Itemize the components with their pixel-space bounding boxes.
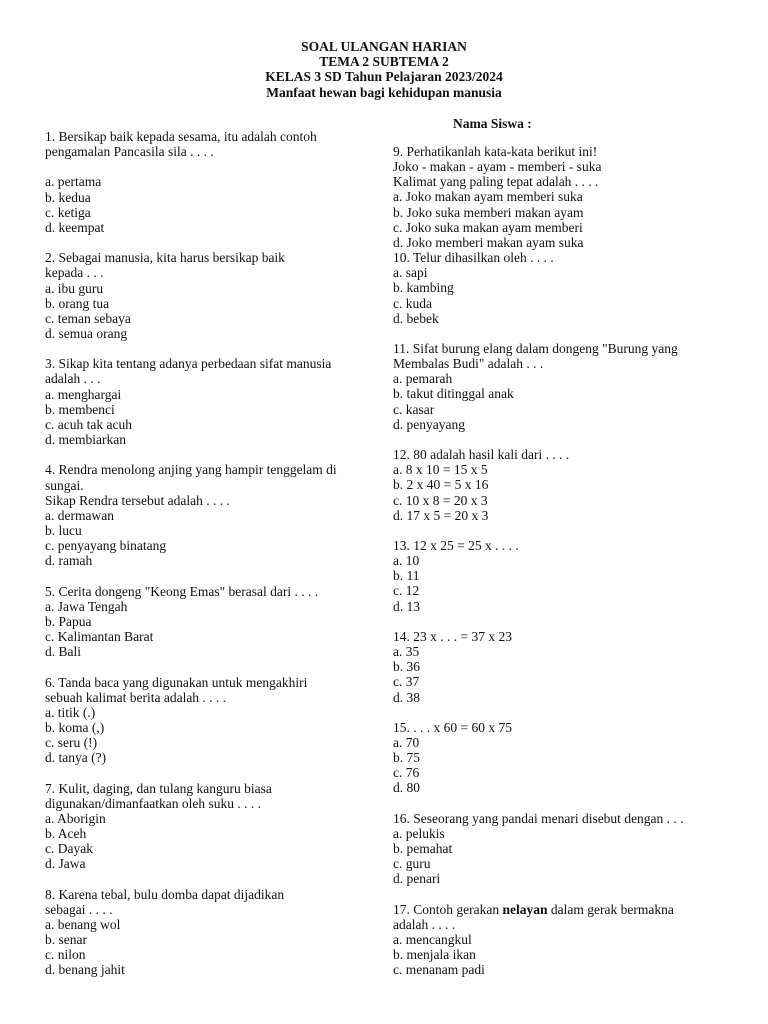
answer-option: c. 10 x 8 = 20 x 3 bbox=[393, 492, 488, 508]
question-text-continued: pengamalan Pancasila sila . . . . bbox=[45, 144, 214, 160]
question-text: 12. 80 adalah hasil kali dari . . . . bbox=[393, 447, 570, 463]
answer-option: d. 38 bbox=[393, 689, 420, 705]
answer-option: b. Joko suka memberi makan ayam bbox=[393, 204, 584, 220]
question-block bbox=[45, 250, 375, 356]
spacer bbox=[45, 341, 375, 356]
answer-option: d. semua orang bbox=[45, 326, 128, 341]
student-name-label: Nama Siswa : bbox=[453, 116, 532, 131]
question-block bbox=[393, 538, 733, 629]
question-block bbox=[393, 250, 733, 341]
answer-option: c. 37 bbox=[393, 674, 420, 690]
question-text: 9. Perhatikanlah kata-kata berikut ini! bbox=[393, 144, 598, 159]
answer-option: c. Dayak bbox=[45, 841, 93, 857]
question-text: 2. Sebagai manusia, kita harus bersikap baik bbox=[45, 250, 285, 266]
question-block bbox=[393, 902, 733, 978]
spacer bbox=[45, 659, 375, 674]
answer-option: d. membiarkan bbox=[45, 432, 126, 448]
answer-option: c. menanam padi bbox=[393, 962, 485, 978]
header-topic: Manfaat hewan bagi kehidupan manusia bbox=[266, 84, 502, 100]
answer-option: d. bebek bbox=[393, 310, 439, 326]
answer-option: a. ibu guru bbox=[45, 280, 104, 296]
answer-option: a. pemarah bbox=[393, 371, 453, 387]
answer-option: b. kambing bbox=[393, 280, 454, 296]
spacer bbox=[45, 159, 375, 174]
question-block bbox=[45, 887, 375, 978]
question-text: 1. Bersikap baik kepada sesama, itu adalah contoh bbox=[45, 129, 317, 144]
spacer bbox=[45, 568, 375, 583]
answer-option: a. 8 x 10 = 15 x 5 bbox=[393, 462, 488, 478]
answer-option: d. ramah bbox=[45, 553, 93, 569]
answer-option: d. 17 x 5 = 20 x 3 bbox=[393, 507, 489, 523]
answer-option: c. seru (!) bbox=[45, 735, 98, 751]
question-block bbox=[393, 720, 733, 811]
answer-option: b. senar bbox=[45, 932, 87, 948]
spacer bbox=[45, 765, 375, 780]
answer-option: a. Jawa Tengah bbox=[45, 598, 128, 614]
question-block bbox=[45, 675, 375, 781]
question-block bbox=[45, 781, 375, 887]
question-block bbox=[393, 144, 733, 250]
answer-option: d. tanya (?) bbox=[45, 750, 107, 766]
answer-option: b. takut ditinggal anak bbox=[393, 386, 514, 402]
question-text: 11. Sifat burung elang dalam dongeng "Burung yang bbox=[393, 341, 678, 357]
spacer bbox=[45, 872, 375, 887]
answer-option: b. lucu bbox=[45, 523, 82, 538]
question-text: 15. . . . x 60 = 60 x 75 bbox=[393, 719, 512, 735]
answer-option: a. Aborigin bbox=[45, 810, 106, 826]
question-text-continued: digunakan/dimanfaatkan oleh suku . . . . bbox=[45, 795, 261, 811]
answer-option: a. 35 bbox=[393, 644, 420, 660]
question-text: 8. Karena tebal, bulu domba dapat dijadikan bbox=[45, 886, 285, 902]
answer-option: d. Jawa bbox=[45, 856, 86, 872]
answer-option: c. acuh tak acuh bbox=[45, 416, 132, 432]
spacer bbox=[393, 326, 733, 341]
answer-option: b. 75 bbox=[393, 750, 420, 766]
answer-option: a. 70 bbox=[393, 735, 420, 751]
question-text: 7. Kulit, daging, dan tulang kanguru biasa bbox=[45, 780, 272, 796]
answer-option: b. membenci bbox=[45, 401, 115, 417]
question-text-continued: sungai. bbox=[45, 477, 84, 493]
answer-option: d. 80 bbox=[393, 780, 420, 796]
answer-option: a. dermawan bbox=[45, 507, 114, 523]
answer-option: b. menjala ikan bbox=[393, 947, 476, 963]
question-block bbox=[45, 356, 375, 462]
question-text-continued: adalah . . . bbox=[45, 371, 101, 387]
answer-option: c. penyayang binatang bbox=[45, 538, 167, 554]
answer-option: d. Bali bbox=[45, 644, 81, 660]
answer-option: d. keempat bbox=[45, 219, 105, 235]
header-title: SOAL ULANGAN HARIAN bbox=[301, 39, 467, 54]
question-text-continued: Kalimat yang paling tepat adalah . . . . bbox=[393, 174, 599, 190]
answer-option: b. 36 bbox=[393, 659, 420, 675]
answer-option: a. Joko makan ayam memberi suka bbox=[393, 189, 583, 205]
question-text: 4. Rendra menolong anjing yang hampir tenggelam di bbox=[45, 462, 337, 478]
answer-option: b. koma (,) bbox=[45, 720, 105, 735]
question-text: 5. Cerita dongeng "Keong Emas" berasal dari . . . . bbox=[45, 583, 319, 599]
answer-option: b. Papua bbox=[45, 613, 92, 629]
answer-option: c. kuda bbox=[393, 295, 432, 311]
question-text-continued: sebagai . . . . bbox=[45, 901, 113, 917]
question-block bbox=[393, 447, 733, 538]
answer-option: d. Joko memberi makan ayam suka bbox=[393, 234, 584, 250]
answer-option: b. pemahat bbox=[393, 841, 453, 857]
question-text: 6. Tanda baca yang digunakan untuk mengakhiri bbox=[45, 674, 308, 690]
right-question-column bbox=[393, 144, 733, 977]
header-class-year: KELAS 3 SD Tahun Pelajaran 2023/2024 bbox=[265, 69, 503, 85]
answer-option: d. benang jahit bbox=[45, 962, 125, 978]
answer-option: c. kasar bbox=[393, 401, 435, 417]
spacer bbox=[393, 887, 733, 902]
answer-option: a. sapi bbox=[393, 265, 428, 281]
answer-option: b. kedua bbox=[45, 189, 91, 205]
question-block bbox=[45, 584, 375, 675]
document-header bbox=[0, 39, 768, 100]
answer-option: c. Joko suka makan ayam memberi bbox=[393, 219, 583, 235]
answer-option: a. benang wol bbox=[45, 917, 121, 932]
answer-option: a. mencangkul bbox=[393, 932, 472, 948]
question-block bbox=[45, 462, 375, 583]
question-text-continued: Joko - makan - ayam - memberi - suka bbox=[393, 159, 602, 175]
answer-option: d. 13 bbox=[393, 598, 420, 614]
answer-option: a. menghargai bbox=[45, 386, 122, 402]
question-text-continued: sebuah kalimat berita adalah . . . . bbox=[45, 689, 227, 705]
question-text: 16. Seseorang yang pandai menari disebut dengan . . . bbox=[393, 810, 684, 826]
answer-option: c. Kalimantan Barat bbox=[45, 629, 154, 645]
answer-option: b. 11 bbox=[393, 568, 420, 584]
spacer bbox=[45, 235, 375, 250]
question-text: 3. Sikap kita tentang adanya perbedaan sifat manusia bbox=[45, 356, 332, 372]
answer-option: d. penari bbox=[393, 871, 441, 887]
spacer bbox=[393, 796, 733, 811]
answer-option: b. orang tua bbox=[45, 295, 110, 311]
spacer bbox=[393, 614, 733, 629]
answer-option: c. 76 bbox=[393, 765, 420, 781]
question-text: 10. Telur dihasilkan oleh . . . . bbox=[393, 250, 554, 266]
spacer bbox=[393, 432, 733, 447]
question-block bbox=[393, 629, 733, 720]
answer-option: c. nilon bbox=[45, 947, 86, 963]
answer-option: a. 10 bbox=[393, 553, 420, 569]
answer-option: c. 12 bbox=[393, 583, 420, 599]
question-text-continued: kepada . . . bbox=[45, 265, 104, 281]
answer-option: c. ketiga bbox=[45, 204, 91, 220]
left-question-column bbox=[45, 129, 375, 978]
spacer bbox=[393, 705, 733, 720]
question-text-continued: Sikap Rendra tersebut adalah . . . . bbox=[45, 492, 230, 508]
spacer bbox=[45, 447, 375, 462]
question-text-part: dalam gerak bermakna bbox=[547, 901, 674, 917]
answer-option: d. penyayang bbox=[393, 416, 465, 432]
question-text: 13. 12 x 25 = 25 x . . . . bbox=[393, 538, 519, 554]
question-text bbox=[393, 902, 733, 917]
question-text-part: 17. Contoh gerakan bbox=[393, 901, 503, 917]
header-theme: TEMA 2 SUBTEMA 2 bbox=[319, 54, 449, 70]
answer-option: c. guru bbox=[393, 856, 431, 872]
answer-option: b. Aceh bbox=[45, 826, 87, 842]
question-block bbox=[45, 129, 375, 250]
answer-option: c. teman sebaya bbox=[45, 310, 131, 326]
question-keyword: nelayan bbox=[502, 901, 548, 917]
question-text-continued: Membalas Budi" adalah . . . bbox=[393, 356, 544, 372]
question-text: 14. 23 x . . . = 37 x 23 bbox=[393, 628, 512, 644]
question-block bbox=[393, 341, 733, 447]
answer-option: b. 2 x 40 = 5 x 16 bbox=[393, 477, 489, 493]
answer-option: a. pelukis bbox=[393, 825, 445, 841]
answer-option: a. pertama bbox=[45, 174, 102, 190]
answer-option: a. titik (.) bbox=[45, 704, 96, 720]
question-block bbox=[393, 811, 733, 902]
spacer bbox=[393, 523, 733, 538]
question-text-continued: adalah . . . . bbox=[393, 916, 456, 932]
